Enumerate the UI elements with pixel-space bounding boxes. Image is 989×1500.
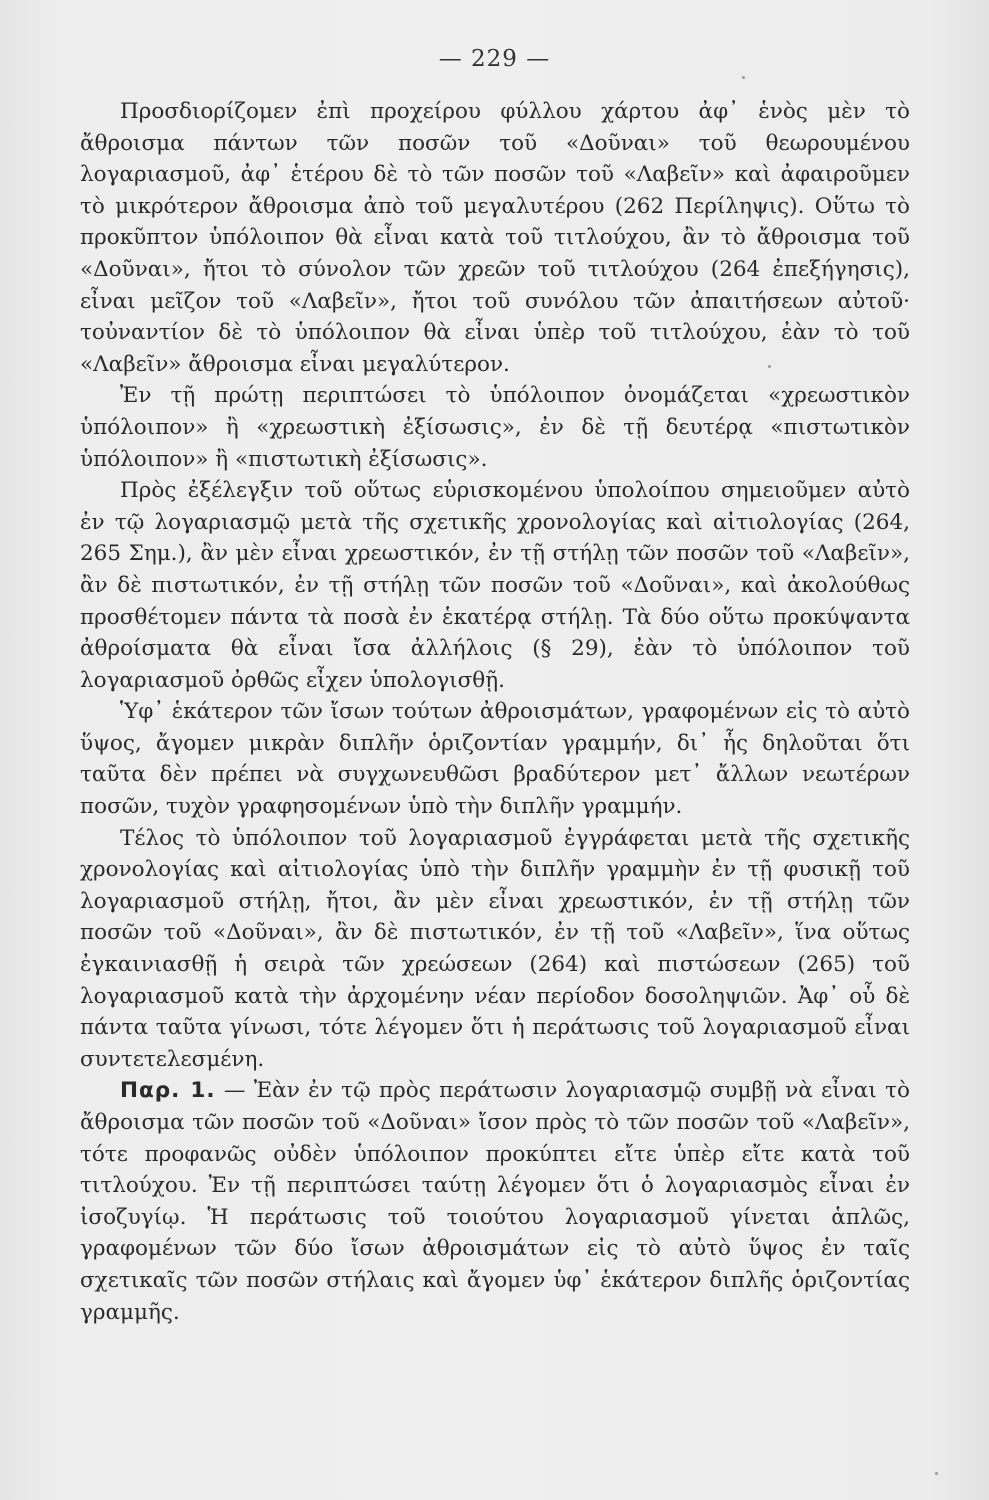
paragraph-balance-entry: Τέλος τὸ ὑπόλοιπον τοῦ λογαριασμοῦ ἐγγράφεται μετὰ τῆς σχετικῆς χρονολογίας καὶ αἰτιολογίας ὑπὸ τὴν διπλῆν γραμμὴν ἐν τῇ φυσικῇ τοῦ λογαριασμοῦ στήλῃ, ἤτοι, ἂν μὲν εἶναι χρεωστικόν, ἐν τῇ στήλῃ τῶν ποσῶν τοῦ «Δοῦναι», ἂν δὲ πιστωτικόν, ἐν τῇ τοῦ «Λαβεῖν», ἵνα οὕτως ἐγκαινιασθῇ ἡ σειρὰ τῶν χρεώσεων (264) καὶ πιστώσεων (265) τοῦ λογαριασμοῦ κατὰ τὴν ἀρχομένην νέαν περίοδον δοσοληψιῶν. Ἀφ᾿ οὗ δὲ πάντα ταῦτα γίνωσι, τότε λέγομεν ὅτι ἡ περάτωσις τοῦ λογαριασμοῦ εἶναι συντετελεσμένη. [80,825,910,1072]
paragraph-remark-1 [80,1075,910,1328]
remark-text: — Ἐὰν ἐν τῷ πρὸς περάτωσιν λογαριασμῷ συμβῇ νὰ εἶναι τὸ ἄθροισμα τῶν ποσῶν τοῦ «Δοῦναι» ἴσον πρὸς τὸ τῶν ποσῶν τοῦ «Λαβεῖν», τότε προφανῶς οὐδὲν ὑπόλοιπον προκύπτει εἴτε ὑπὲρ εἴτε κατὰ τοῦ τιτλούχου. Ἐν τῇ περιπτώσει ταύτῃ λέγομεν ὅτι ὁ λογαριασμὸς εἶναι ἐν ἰσοζυγίῳ. Ἡ περάτωσις τοῦ τοιούτου λογαριασμοῦ γίνεται ἁπλῶς, γραφομένων τῶν δύο ἴσων ἀθροισμάτων εἰς τὸ αὐτὸ ὕψος ἐν ταῖς σχετικαῖς τῶν ποσῶν στήλαις καὶ ἄγομεν ὑφ᾿ ἑκάτερον διπλῆς ὁριζοντίας γραμμῆς. [80,1078,910,1325]
body-text [80,96,910,1328]
paragraph-balance-naming: Ἐν τῇ πρώτῃ περιπτώσει τὸ ὑπόλοιπον ὀνομάζεται «χρεωστικὸν ὑπόλοιπον» ἢ «χρεωστικὴ ἐξίσωσις», ἐν δὲ τῇ δευτέρᾳ «πιστωτικὸν ὑπόλοιπον» ἢ «πιστωτικὴ ἐξίσωσις». [80,383,910,472]
paragraph-double-line: Ὑφ᾿ ἑκάτερον τῶν ἴσων τούτων ἀθροισμάτων, γραφομένων εἰς τὸ αὐτὸ ὕψος, ἄγομεν μικρὰν διπλῆν ὁριζοντίαν γραμμήν, δι᾿ ἧς δηλοῦται ὅτι ταῦτα δὲν πρέπει νὰ συγχωνευθῶσι βραδύτερον μετ᾿ ἄλλων νεωτέρων ποσῶν, τυχὸν γραφησομένων ὑπὸ τὴν διπλῆν γραμμήν. [80,699,910,820]
paper-speck [742,76,745,79]
page-number: — 229 — [438,46,551,72]
paper-speck [935,1472,938,1475]
paper-speck [768,365,771,368]
paragraph-totals-comparison: Προσδιορίζομεν ἐπὶ προχείρου φύλλου χάρτου ἀφ᾿ ἑνὸς μὲν τὸ ἄθροισμα πάντων τῶν ποσῶν τοῦ «Δοῦναι» τοῦ θεωρουμένου λογαριασμοῦ, ἀφ᾿ ἑτέρου δὲ τὸ τῶν ποσῶν τοῦ «Λαβεῖν» καὶ ἀφαιροῦμεν τὸ μικρότερον ἄθροισμα ἀπὸ τοῦ μεγαλυτέρου (262 Περίληψις). Οὕτω τὸ προκῦπτον ὑπόλοιπον θὰ εἶναι κατὰ τοῦ τιτλούχου, ἂν τὸ ἄθροισμα τοῦ «Δοῦναι», ἤτοι τὸ σύνολον τῶν χρεῶν τοῦ τιτλούχου (264 ἐπεξήγησις), εἶναι μεῖζον τοῦ «Λαβεῖν», ἤτοι τοῦ συνόλου τῶν ἀπαιτήσεων αὐτοῦ· τοὐναντίον δὲ τὸ ὑπόλοιπον θὰ εἶναι ὑπὲρ τοῦ τιτλούχου, ἐὰν τὸ τοῦ «Λαβεῖν» ἄθροισμα εἶναι μεγαλύτερον. [80,99,910,377]
remark-label: Παρ. 1. [120,1078,216,1104]
paragraph-balance-verification: Πρὸς ἐξέλεγξιν τοῦ οὕτως εὑρισκομένου ὑπολοίπου σημειοῦμεν αὐτὸ ἐν τῷ λογαριασμῷ μετὰ τῆς σχετικῆς χρονολογίας καὶ αἰτιολογίας (264, 265 Σημ.), ἂν μὲν εἶναι χρεωστικόν, ἐν τῇ στήλῃ τῶν ποσῶν τοῦ «Λαβεῖν», ἂν δὲ πιστωτικόν, ἐν τῇ στήλῃ τῶν ποσῶν τοῦ «Δοῦναι», καὶ ἀκολούθως προσθέτομεν πάντα τὰ ποσὰ ἐν ἑκατέρᾳ στήλῃ. Τὰ δύο οὕτω προκύψαντα ἀθροίσματα θὰ εἶναι ἴσα ἀλλήλοις (§ 29), ἐὰν τὸ ὑπόλοιπον τοῦ λογαριασμοῦ ὀρθῶς εἶχεν ὑπολογισθῇ. [80,478,910,693]
